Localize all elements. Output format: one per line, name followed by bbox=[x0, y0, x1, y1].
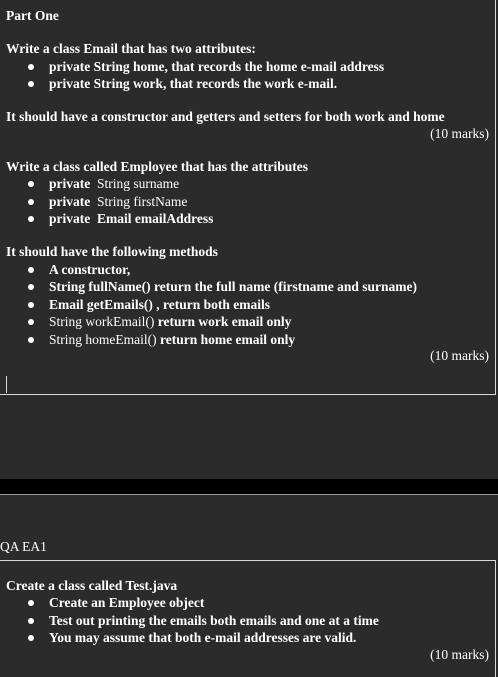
test-marks: (10 marks) bbox=[430, 647, 489, 662]
bullet-icon bbox=[28, 267, 34, 273]
test-intro: Create a class called Test.java bbox=[6, 578, 178, 593]
bullet-icon bbox=[28, 64, 34, 70]
section-title: QA EA1 bbox=[0, 539, 47, 554]
bullet-icon bbox=[28, 181, 34, 187]
employee-attr-surname: private String surname bbox=[49, 176, 180, 191]
employee-marks: (10 marks) bbox=[430, 348, 489, 363]
divider-line bbox=[0, 494, 498, 495]
test-item-create: Create an Employee object bbox=[49, 595, 205, 610]
bullet-icon bbox=[28, 337, 34, 343]
bullet-icon bbox=[28, 81, 34, 87]
part-one-heading: Part One bbox=[6, 8, 59, 23]
bullet-icon bbox=[28, 284, 34, 290]
bullet-icon bbox=[28, 600, 34, 606]
blank-gap bbox=[0, 396, 498, 479]
email-attr-work: private String work, that records the work e-mail. bbox=[49, 76, 338, 91]
employee-attr-firstname: private String firstName bbox=[49, 194, 188, 209]
method-getemails: Email getEmails() , return both emails bbox=[49, 297, 270, 312]
page-divider bbox=[0, 479, 498, 494]
bullet-icon bbox=[28, 618, 34, 624]
method-workemail: String workEmail() return work email only bbox=[49, 314, 292, 329]
bullet-icon bbox=[28, 302, 34, 308]
method-fullname: String fullName() return the full name (firstname and surname) bbox=[49, 279, 417, 294]
bullet-icon bbox=[28, 319, 34, 325]
bullet-icon bbox=[28, 216, 34, 222]
bullet-icon bbox=[28, 635, 34, 641]
text-cursor[interactable] bbox=[6, 376, 7, 393]
employee-attr-email: private Email emailAddress bbox=[49, 211, 214, 226]
bullet-icon bbox=[28, 199, 34, 205]
method-constructor: A constructor, bbox=[49, 262, 131, 277]
email-attr-home: private String home, that records the home e-mail address bbox=[49, 59, 385, 74]
email-marks: (10 marks) bbox=[430, 126, 489, 141]
employee-intro: Write a class called Employee that has the attributes bbox=[6, 159, 308, 174]
test-item-print: Test out printing the emails both emails and one at a time bbox=[49, 613, 379, 628]
email-requirements: It should have a constructor and getters and setters for both work and home bbox=[6, 109, 445, 124]
method-homeemail: String homeEmail() return home email only bbox=[49, 332, 296, 347]
test-item-assume: You may assume that both e-mail addresses are valid. bbox=[49, 630, 357, 645]
email-intro: Write a class Email that has two attributes: bbox=[6, 41, 256, 56]
methods-intro: It should have the following methods bbox=[6, 244, 218, 259]
